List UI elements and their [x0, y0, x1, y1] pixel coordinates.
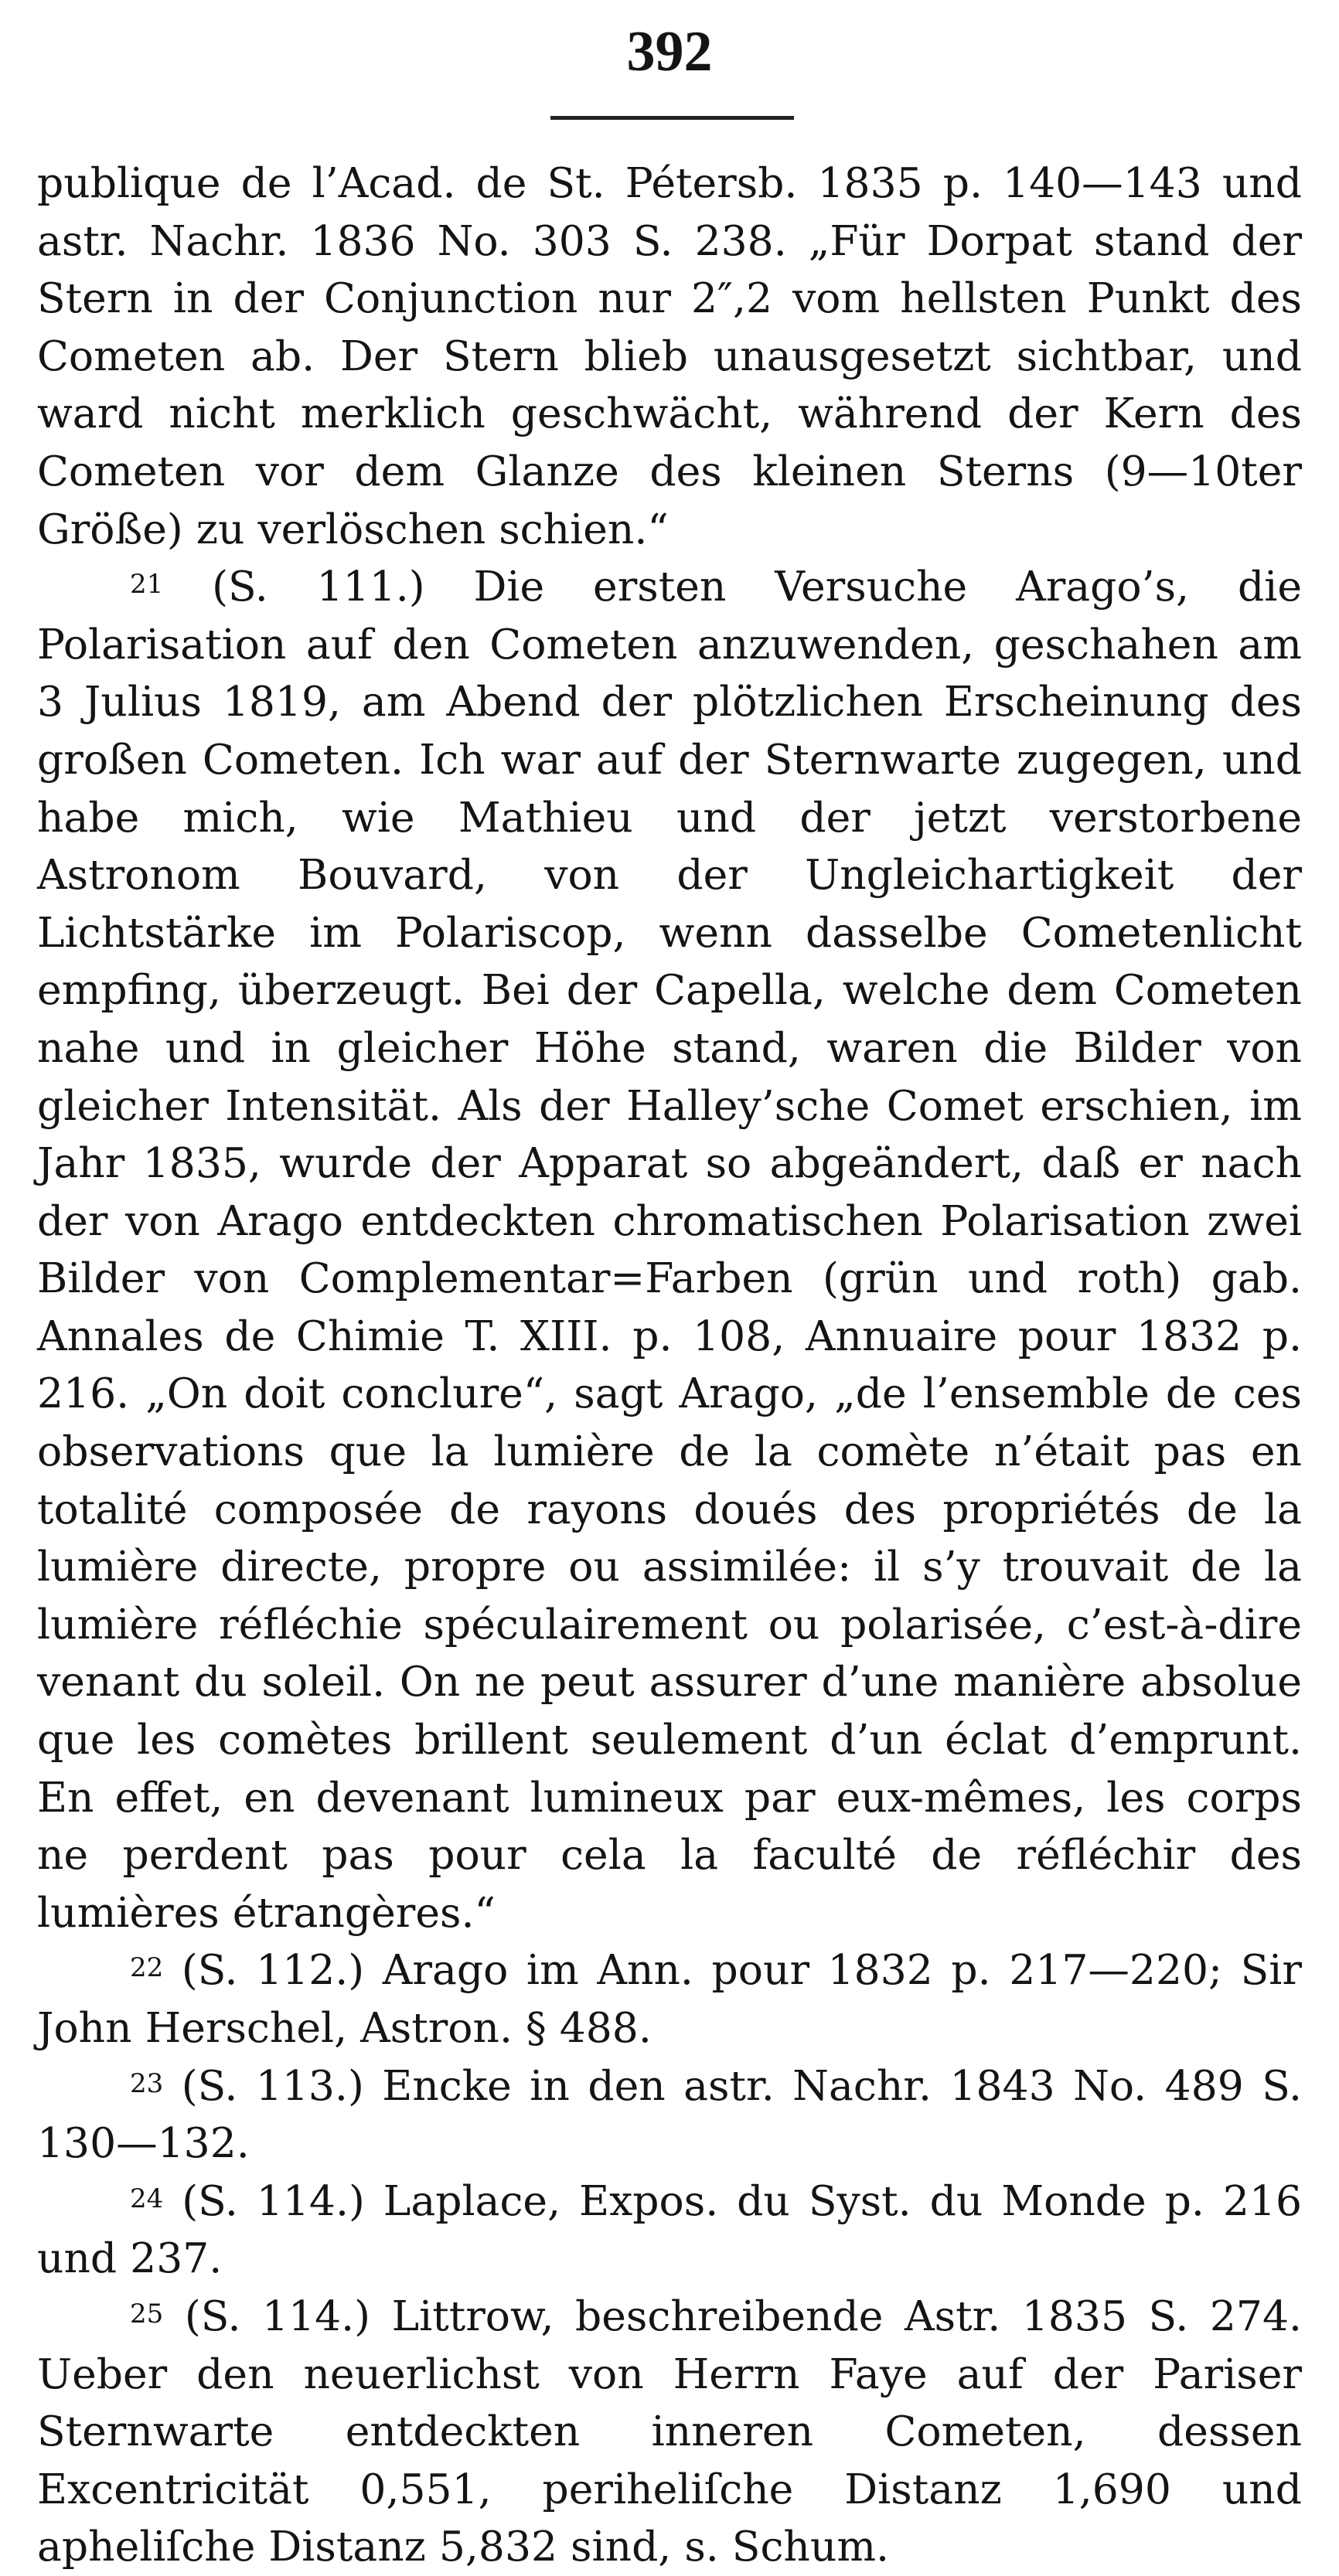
footnote-number: 22: [130, 1952, 164, 1984]
footnote-number: 23: [130, 2067, 164, 2099]
footnote-text: (S. 114.) Laplace, Expos. du Syst. du Monde p. 216 und 237.: [37, 2176, 1302, 2283]
footnote-text: (S. 113.) Encke in den astr. Nachr. 1843 No. 489 S. 130—132.: [37, 2060, 1302, 2168]
footnote-text: (S. 111.) Die ersten Versuche Arago’s, die Polarisation auf den Cometen anzuwenden, geschahen am 3 Julius 1819, am Abend der plötzlichen Erscheinung des großen Cometen. Ich war auf der Sternwarte zugegen, und habe mich, wie Mathieu und der jetzt verstorbene Astronom Bouvard, von der Ungleichartigkeit der Lichtstärke im Polariscop, wenn dasselbe Cometenlicht empfing, überzeugt. Bei der Capella, welche dem Cometen nahe und in gleicher Höhe stand, waren die Bilder von gleicher Intensität. Als der Halley’sche Comet erschien, im Jahr 1835, wurde der Apparat so abgeändert, daß er nach der von Arago entdeckten chromatischen Polarisation zwei Bilder von Complementar=Farben (grün und roth) gab. Annales de Chimie T. XIII. p. 108, Annuaire pour 1832 p. 216. „On doit conclure“, sagt Arago, „de l’ensemble de ces observations que la lumière de la comète n’était pas en totalité composée de rayons doués des propriétés de la lumière directe, propre ou assimilée: il s’y trouvait de la lumière réfléchie spéculairement ou polarisée, c’est-à-dire venant du soleil. On ne peut assurer d’une manière absolue que les comètes brillent seulement d’un éclat d’emprunt. En effet, en devenant lumineux par eux-mêmes, les corps ne perdent pas pour cela la faculté de réfléchir des lumières étrangères.“: [37, 562, 1302, 1937]
footnotes-body: [37, 155, 1302, 2576]
footnote-text: (S. 114.) Littrow, beschreibende Astr. 1835 S. 274. Ueber den neuerlichst von Herrn Faye auf der Pariser Sternwarte entdeckten inneren Cometen, dessen Excentricität 0,551, periheliſche Distanz 1,690 und apheliſche Distanz 5,832 sind, s. Schum.: [37, 2291, 1302, 2571]
footnote-text: publique de l’Acad. de St. Pétersb. 1835 p. 140—143 und astr. Nachr. 1836 No. 303 S. 238. „Für Dorpat stand der Stern in der Conjunction nur 2″,2 vom hellsten Punkt des Cometen ab. Der Stern blieb unausgesetzt sichtbar, und ward nicht merklich geschwächt, während der Kern des Cometen vor dem Glanze des kleinen Sterns (9—10ter Größe) zu verlöschen schien.“: [37, 158, 1302, 553]
footnote-21: [37, 558, 1302, 1941]
footnote-number: 21: [130, 569, 164, 601]
footnote-20-continuation: [37, 155, 1302, 558]
page-number: 392: [626, 20, 713, 83]
footnote-text: (S. 112.) Arago im Ann. pour 1832 p. 217—220; Sir John Herschel, Astron. § 488.: [37, 1945, 1302, 2052]
footnote-number: 24: [130, 2183, 164, 2214]
footnote-22: [37, 1941, 1302, 2057]
footnote-23: [37, 2057, 1302, 2173]
footnote-24: [37, 2173, 1302, 2288]
footnote-25: [37, 2288, 1302, 2576]
footnote-number: 25: [130, 2298, 164, 2329]
header-rule: [550, 116, 794, 120]
